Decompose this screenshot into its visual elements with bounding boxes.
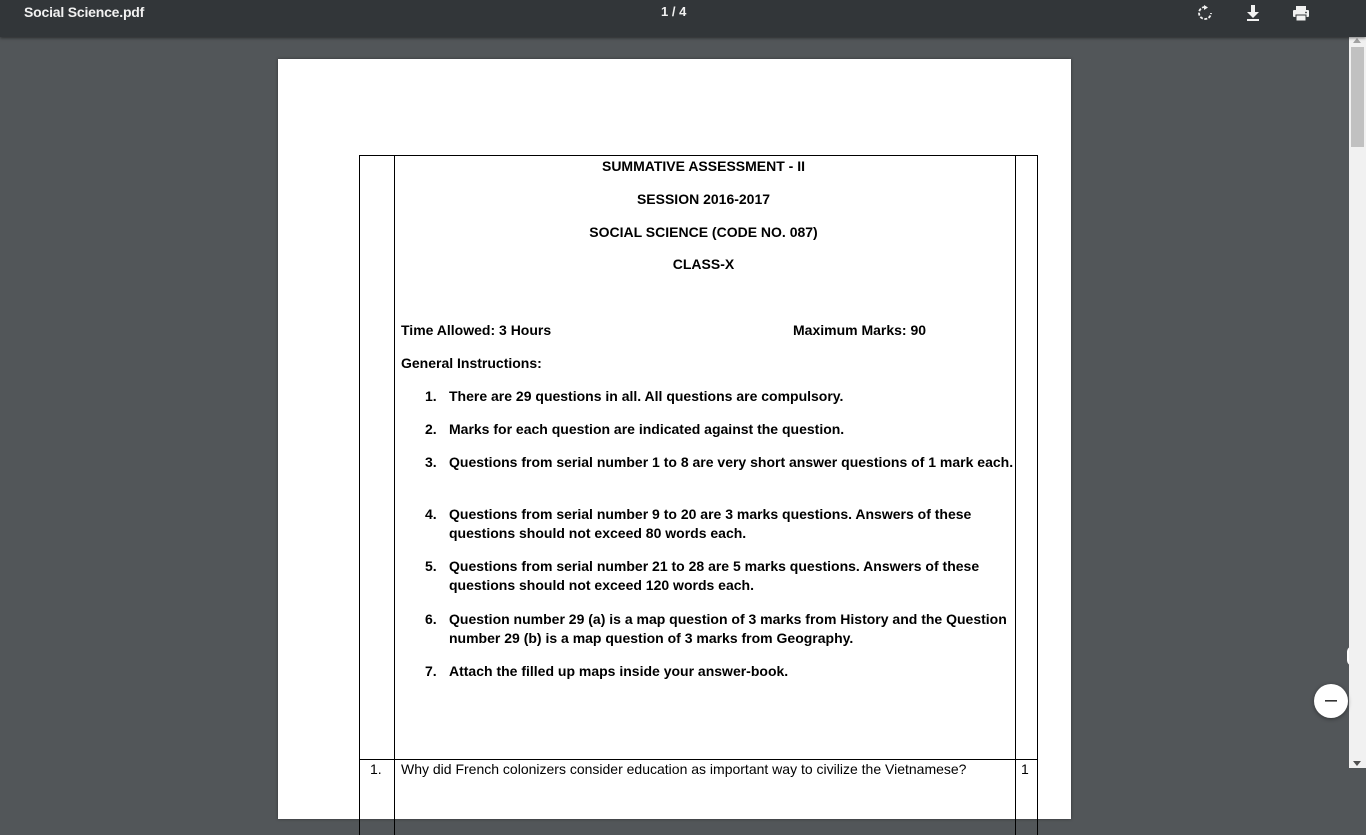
instruction-item: Question number 29 (a) is a map question of 3 marks from History and the Question number 29 (b) is a map question of 3 marks from Geography.	[449, 611, 1007, 646]
instructions-title: General Instructions:	[401, 355, 542, 371]
instruction-number: 6.	[425, 611, 437, 627]
page-indicator: 1 / 4	[661, 4, 687, 19]
instruction-item: Questions from serial number 1 to 8 are very short answer questions of 1 mark each.	[449, 454, 1014, 470]
scroll-down-arrow-icon[interactable]	[1353, 761, 1361, 766]
rotate-icon	[1197, 5, 1213, 21]
download-icon	[1245, 4, 1261, 22]
instruction-number: 4.	[425, 506, 437, 522]
scrollbar-thumb[interactable]	[1351, 47, 1364, 147]
pdf-toolbar	[0, 0, 1366, 37]
class-title: CLASS-X	[672, 256, 735, 272]
time-allowed: Time Allowed: 3 Hours	[401, 322, 552, 338]
instruction-number: 7.	[425, 663, 437, 679]
document-title: Social Science.pdf	[24, 4, 145, 20]
pdf-page	[278, 59, 1071, 819]
table-row-divider	[359, 759, 1038, 760]
assessment-title: SUMMATIVE ASSESSMENT - II	[601, 158, 805, 174]
instruction-item: Questions from serial number 9 to 20 are 3 marks questions. Answers of these questions should not exceed 80 words each.	[449, 506, 972, 541]
download-button[interactable]	[1241, 2, 1265, 24]
instruction-number: 3.	[425, 454, 437, 470]
subject-title: SOCIAL SCIENCE (CODE NO. 087)	[589, 224, 818, 240]
vertical-scrollbar[interactable]	[1349, 37, 1366, 768]
zoom-out-button[interactable]	[1314, 684, 1348, 718]
table-col-divider	[1015, 155, 1016, 835]
question-text: Why did French colonizers consider education as important way to civilize the Vietnamese?	[401, 761, 967, 777]
print-icon	[1292, 5, 1310, 22]
session-title: SESSION 2016-2017	[636, 191, 771, 207]
instruction-item: Marks for each question are indicated against the question.	[449, 421, 845, 437]
instruction-number: 2.	[425, 421, 437, 437]
question-number: 1.	[370, 761, 382, 777]
pdf-viewer[interactable]	[0, 37, 1349, 777]
instruction-item: Attach the filled up maps inside your answer-book.	[449, 663, 789, 679]
print-button[interactable]	[1289, 2, 1313, 24]
zoom-out-icon	[1324, 694, 1338, 708]
rotate-button[interactable]	[1193, 2, 1217, 24]
question-marks: 1	[1021, 761, 1029, 777]
scroll-up-arrow-icon[interactable]	[1353, 38, 1361, 43]
table-top-border	[359, 155, 1038, 156]
instruction-item: Questions from serial number 21 to 28 are 5 marks questions. Answers of these questions should not exceed 120 words each.	[449, 558, 980, 593]
instruction-number: 1.	[425, 388, 437, 404]
instruction-number: 5.	[425, 558, 437, 574]
maximum-marks: Maximum Marks: 90	[793, 322, 927, 338]
table-right-border	[1037, 155, 1038, 835]
table-left-border	[359, 155, 360, 835]
instruction-item: There are 29 questions in all. All questions are compulsory.	[449, 388, 844, 404]
